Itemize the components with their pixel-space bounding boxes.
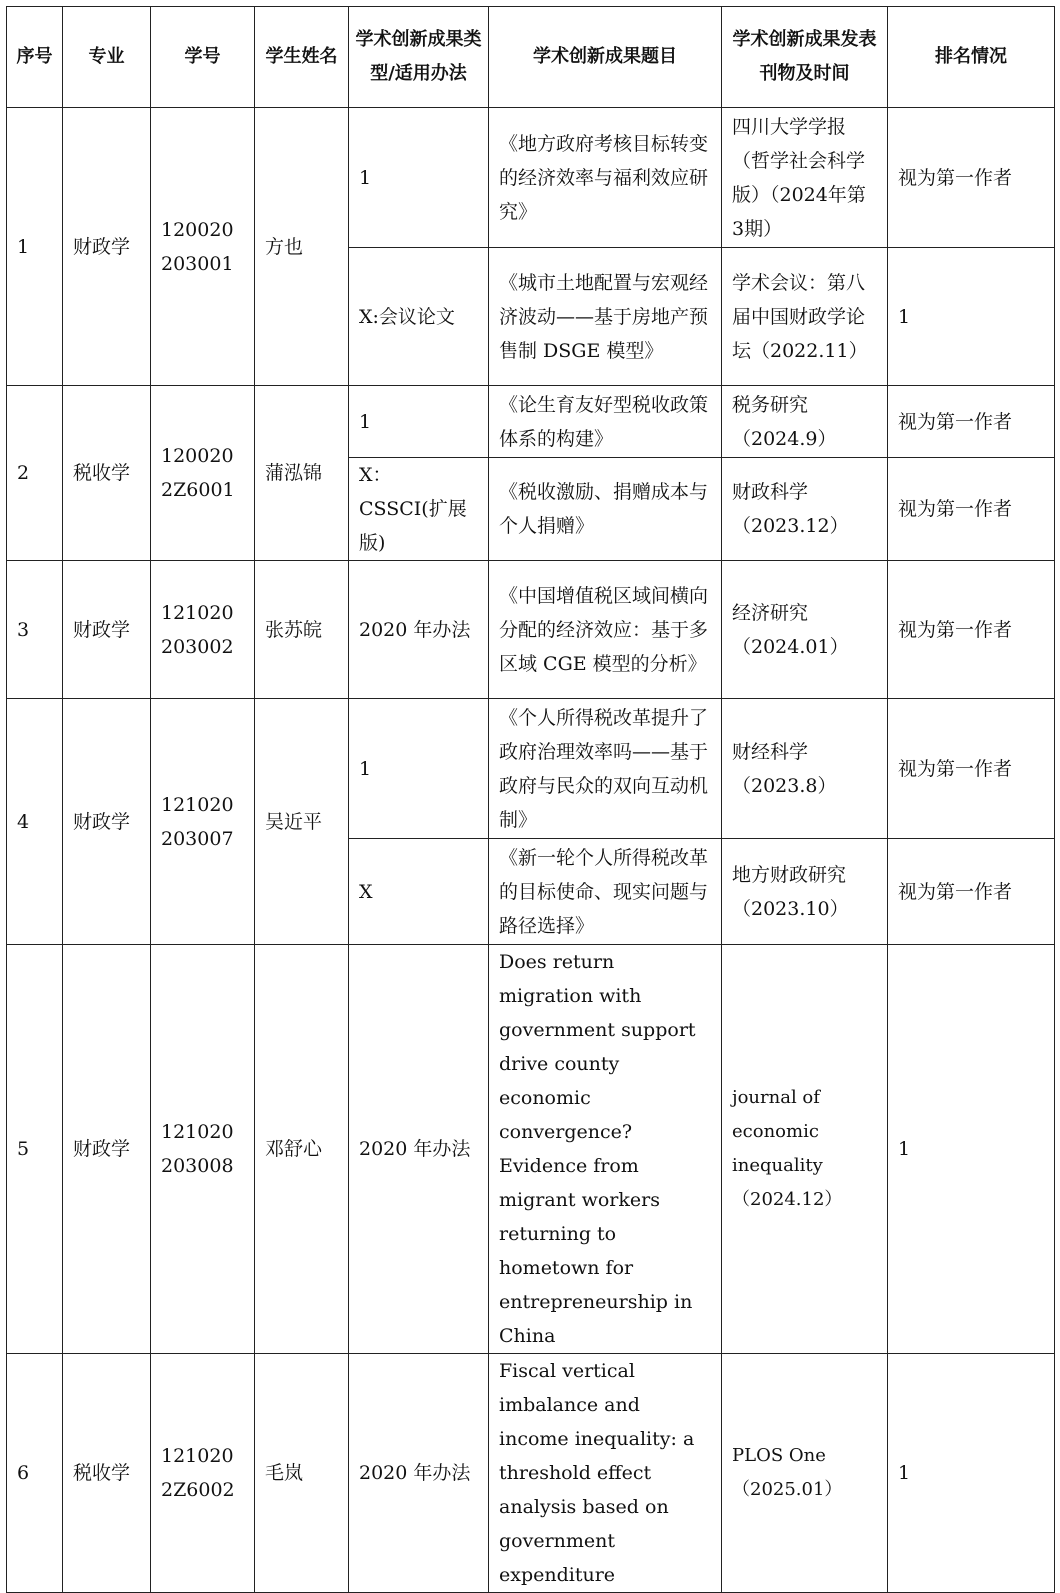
cell-rank: 视为第一作者 <box>888 839 1055 945</box>
cell-major: 税收学 <box>63 386 151 561</box>
cell-title: 《个人所得税改革提升了政府治理效率吗——基于政府与民众的双向互动机制》 <box>489 699 722 839</box>
cell-type: X <box>349 839 489 945</box>
header-id: 学号 <box>151 7 255 108</box>
header-journal: 学术创新成果发表刊物及时间 <box>722 7 888 108</box>
cell-name: 吴近平 <box>255 699 349 945</box>
header-row <box>7 7 1055 108</box>
cell-id: 121020203002 <box>151 561 255 699</box>
cell-journal: 学术会议：第八届中国财政学论坛（2022.11） <box>722 248 888 386</box>
achievements-table <box>6 6 1055 1593</box>
cell-no: 2 <box>7 386 63 561</box>
header-name: 学生姓名 <box>255 7 349 108</box>
cell-journal: 财经科学（2023.8） <box>722 699 888 839</box>
cell-type: X:会议论文 <box>349 248 489 386</box>
cell-rank: 1 <box>888 945 1055 1354</box>
cell-no: 3 <box>7 561 63 699</box>
cell-id: 120020203001 <box>151 108 255 386</box>
cell-title: 《地方政府考核目标转变的经济效率与福利效应研究》 <box>489 108 722 248</box>
cell-name: 张苏皖 <box>255 561 349 699</box>
cell-id: 1210202Z6002 <box>151 1354 255 1593</box>
cell-major: 财政学 <box>63 561 151 699</box>
cell-journal: 财政科学（2023.12） <box>722 458 888 561</box>
cell-type: X：CSSCI(扩展版) <box>349 458 489 561</box>
cell-name: 蒲泓锦 <box>255 386 349 561</box>
cell-type: 1 <box>349 386 489 458</box>
cell-rank: 视为第一作者 <box>888 386 1055 458</box>
cell-journal: 经济研究（2024.01） <box>722 561 888 699</box>
cell-title: 《新一轮个人所得税改革的目标使命、现实问题与路径选择》 <box>489 839 722 945</box>
header-major: 专业 <box>63 7 151 108</box>
cell-title: 《论生育友好型税收政策体系的构建》 <box>489 386 722 458</box>
cell-no: 4 <box>7 699 63 945</box>
table-row <box>7 945 1055 1354</box>
cell-journal: 四川大学学报（哲学社会科学版）（2024年第3期） <box>722 108 888 248</box>
cell-journal: 地方财政研究（2023.10） <box>722 839 888 945</box>
header-type: 学术创新成果类型/适用办法 <box>349 7 489 108</box>
header-title: 学术创新成果题目 <box>489 7 722 108</box>
cell-id: 121020203007 <box>151 699 255 945</box>
cell-major: 财政学 <box>63 945 151 1354</box>
table-row <box>7 1354 1055 1593</box>
cell-id: 1200202Z6001 <box>151 386 255 561</box>
cell-rank: 视为第一作者 <box>888 108 1055 248</box>
cell-type: 1 <box>349 108 489 248</box>
cell-no: 6 <box>7 1354 63 1593</box>
cell-rank: 视为第一作者 <box>888 699 1055 839</box>
cell-rank: 1 <box>888 1354 1055 1593</box>
cell-id: 121020203008 <box>151 945 255 1354</box>
cell-rank: 1 <box>888 248 1055 386</box>
cell-major: 财政学 <box>63 108 151 386</box>
cell-journal: journal of economic inequality（2024.12） <box>722 945 888 1354</box>
cell-no: 1 <box>7 108 63 386</box>
cell-journal: 税务研究（2024.9） <box>722 386 888 458</box>
cell-name: 邓舒心 <box>255 945 349 1354</box>
cell-name: 方也 <box>255 108 349 386</box>
cell-title: 《城市土地配置与宏观经济波动——基于房地产预售制 DSGE 模型》 <box>489 248 722 386</box>
cell-type: 2020 年办法 <box>349 561 489 699</box>
cell-title: Does return migration with government support drive county economic convergence? Evidence from migrant workers returning to hometown for entrepreneurship in China <box>489 945 722 1354</box>
cell-title: Fiscal vertical imbalance and income inequality: a threshold effect analysis based on government expenditure <box>489 1354 722 1593</box>
cell-major: 财政学 <box>63 699 151 945</box>
cell-no: 5 <box>7 945 63 1354</box>
header-rank: 排名情况 <box>888 7 1055 108</box>
table-row <box>7 699 1055 839</box>
cell-rank: 视为第一作者 <box>888 561 1055 699</box>
cell-journal: PLOS One（2025.01） <box>722 1354 888 1593</box>
cell-major: 税收学 <box>63 1354 151 1593</box>
table-row <box>7 386 1055 458</box>
table-row <box>7 108 1055 248</box>
header-no: 序号 <box>7 7 63 108</box>
cell-title: 《税收激励、捐赠成本与个人捐赠》 <box>489 458 722 561</box>
cell-type: 1 <box>349 699 489 839</box>
cell-rank: 视为第一作者 <box>888 458 1055 561</box>
cell-name: 毛岚 <box>255 1354 349 1593</box>
table-row <box>7 561 1055 699</box>
cell-title: 《中国增值税区域间横向分配的经济效应：基于多区域 CGE 模型的分析》 <box>489 561 722 699</box>
cell-type: 2020 年办法 <box>349 945 489 1354</box>
cell-type: 2020 年办法 <box>349 1354 489 1593</box>
